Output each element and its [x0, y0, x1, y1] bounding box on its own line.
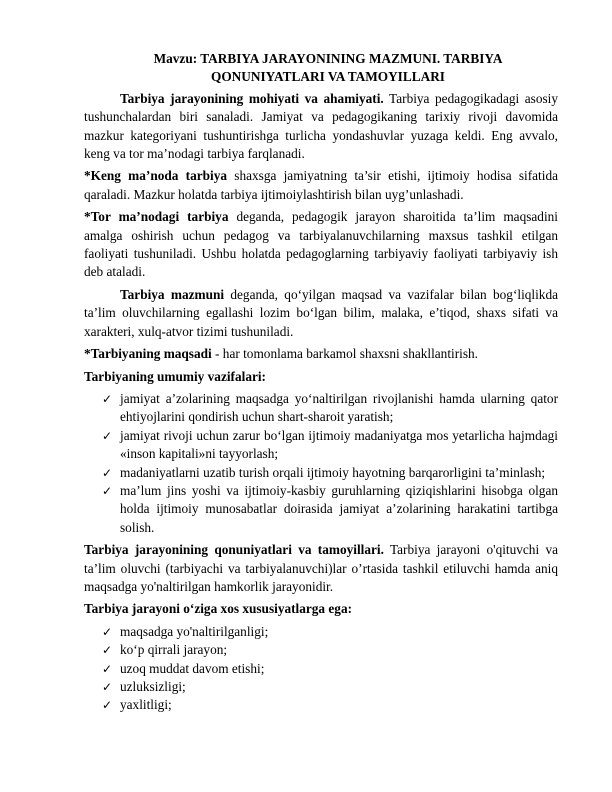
checkmark-icon: ✓ — [102, 680, 113, 694]
list-item — [102, 464, 558, 482]
paragraph-goal-heading: *Tarbiyaning maqsadi — [84, 346, 212, 362]
checkmark-icon: ✓ — [102, 391, 113, 406]
paragraph-goal-text: - har tomonlama barkamol shaxsni shakllantirish. — [211, 346, 478, 362]
title-line-2: QONUNIYATLARI VA TAMOYILLARI — [211, 69, 445, 85]
checkmark-icon: ✓ — [102, 661, 113, 676]
list-item — [102, 482, 558, 537]
list-item — [102, 660, 558, 678]
list-item-text: yaxlitligi; — [120, 697, 172, 713]
checkmark-icon: ✓ — [102, 698, 113, 713]
features-list — [84, 623, 558, 715]
list-item-text: uzluksizligi; — [120, 679, 186, 694]
paragraph-narrow-sense-heading: *Tor ma’nodagi tarbiya — [84, 209, 229, 225]
paragraph-content-text: deganda, qo‘yilgan maqsad va vazifalar bilan bog‘liqlikda ta’lim oluvchilarning egallashi lozim bo‘lgan bilim, malaka, e’tiqod, shaxs sifati va xarakteri, xulq-atvor tizimi tushuniladi. — [84, 286, 558, 339]
paragraph-essence — [84, 90, 558, 164]
paragraph-laws-heading: Tarbiya jarayonining qonuniyatlari va tamoyillari. — [84, 542, 384, 558]
paragraph-essence-text: Tarbiya pedagogikadagi asosiy tushunchalardan biri sanaladi. Jamiyat va pedagogikaning tarixiy rivoji davomida mazkur kategoriyani tushuntirishga turlicha yondashuvlar yuzaga keldi. Eng avvalo, keng va tor ma’nodagi tarbiya farqlanadi. — [84, 90, 559, 162]
title-line-1: Mavzu: TARBIYA JARAYONINING MAZMUNI. TARBIYA — [153, 51, 503, 66]
list-item — [102, 641, 558, 659]
list-item-text: jamiyat rivoji uchun zarur bo‘lgan ijtimoiy madaniyatga mos yetarlicha hajmdagi «inson kapitali»ni tayyorlash; — [120, 427, 558, 462]
paragraph-features-heading — [84, 600, 558, 618]
features-heading: Tarbiya jarayoni o‘ziga xos xususiyatlarga ega: — [84, 601, 353, 617]
paragraph-narrow-sense-text: deganda, pedagogik jarayon sharoitida ta’lim maqsadini amalga oshirish uchun pedagog va tarbiyalanuvchilarning maxsus tashkil etilgan faoliyati tushuniladi. Ushbu holatda pedagoglarning tarbiyaviy faoliyati tarbiyaviy ish deb ataladi. — [84, 209, 558, 280]
paragraph-content — [84, 286, 558, 341]
list-item-text: madaniyatlarni uzatib turish orqali ijtimoiy hayotning barqarorligini ta’minlash; — [120, 464, 546, 480]
list-item — [102, 623, 558, 641]
list-item — [102, 678, 558, 696]
paragraph-broad-sense-text: shaxsga jamiyatning ta’sir etishi, ijtimoiy hodisa sifatida qaraladi. Mazkur holatda tarbiya ijtimoiylashtirish bilan uyg’unlashadi. — [84, 168, 558, 202]
paragraph-essence-heading: Tarbiya jarayonining mohiyati va ahamiyati. — [120, 90, 384, 106]
paragraph-broad-sense — [84, 167, 558, 204]
paragraph-laws-text: Tarbiya jarayoni o'qituvchi va ta’lim oluvchi (tarbiyachi va tarbiyalanuvchi)lar o’rtasida tashkil etiluvchi hamda aniq maqsadga yo'naltirilgan hamkorlik jarayonidir. — [84, 542, 559, 594]
paragraph-tasks-heading — [84, 368, 558, 386]
list-item — [102, 696, 558, 714]
checkmark-icon: ✓ — [102, 624, 113, 639]
paragraph-laws — [84, 541, 558, 596]
list-item-text: uzoq muddat davom etishi; — [120, 660, 265, 676]
checkmark-icon: ✓ — [102, 428, 113, 443]
paragraph-content-heading: Tarbiya mazmuni — [120, 286, 225, 302]
checkmark-icon: ✓ — [102, 643, 113, 658]
paragraph-narrow-sense — [84, 208, 558, 282]
list-item-text: jamiyat a’zolarining maqsadga yo‘naltirilgan rivojlanishi hamda ularning qator ehtiyojlarini qondirish uchun shart-sharoit yaratish; — [120, 390, 558, 425]
list-item-text: ma’lum jins yoshi va ijtimoiy-kasbiy guruhlarning qiziqishlarini hisobga olgan holda ijtimoiy munosabatlar doirasida jamiyat a’zolarining harakatini tartibga solish. — [120, 482, 558, 535]
list-item — [102, 390, 558, 427]
checkmark-icon: ✓ — [102, 483, 113, 498]
document-title — [84, 50, 558, 87]
tasks-list — [84, 390, 558, 537]
paragraph-goal — [84, 345, 558, 363]
list-item — [102, 427, 558, 464]
paragraph-broad-sense-heading: *Keng ma’noda tarbiya — [84, 168, 228, 184]
checkmark-icon: ✓ — [102, 465, 113, 480]
list-item-text: maqsadga yo'naltirilganligi; — [120, 623, 269, 639]
list-item-text: ko‘p qirrali jarayon; — [120, 642, 228, 658]
tasks-heading: Tarbiyaning umumiy vazifalari: — [84, 368, 266, 384]
